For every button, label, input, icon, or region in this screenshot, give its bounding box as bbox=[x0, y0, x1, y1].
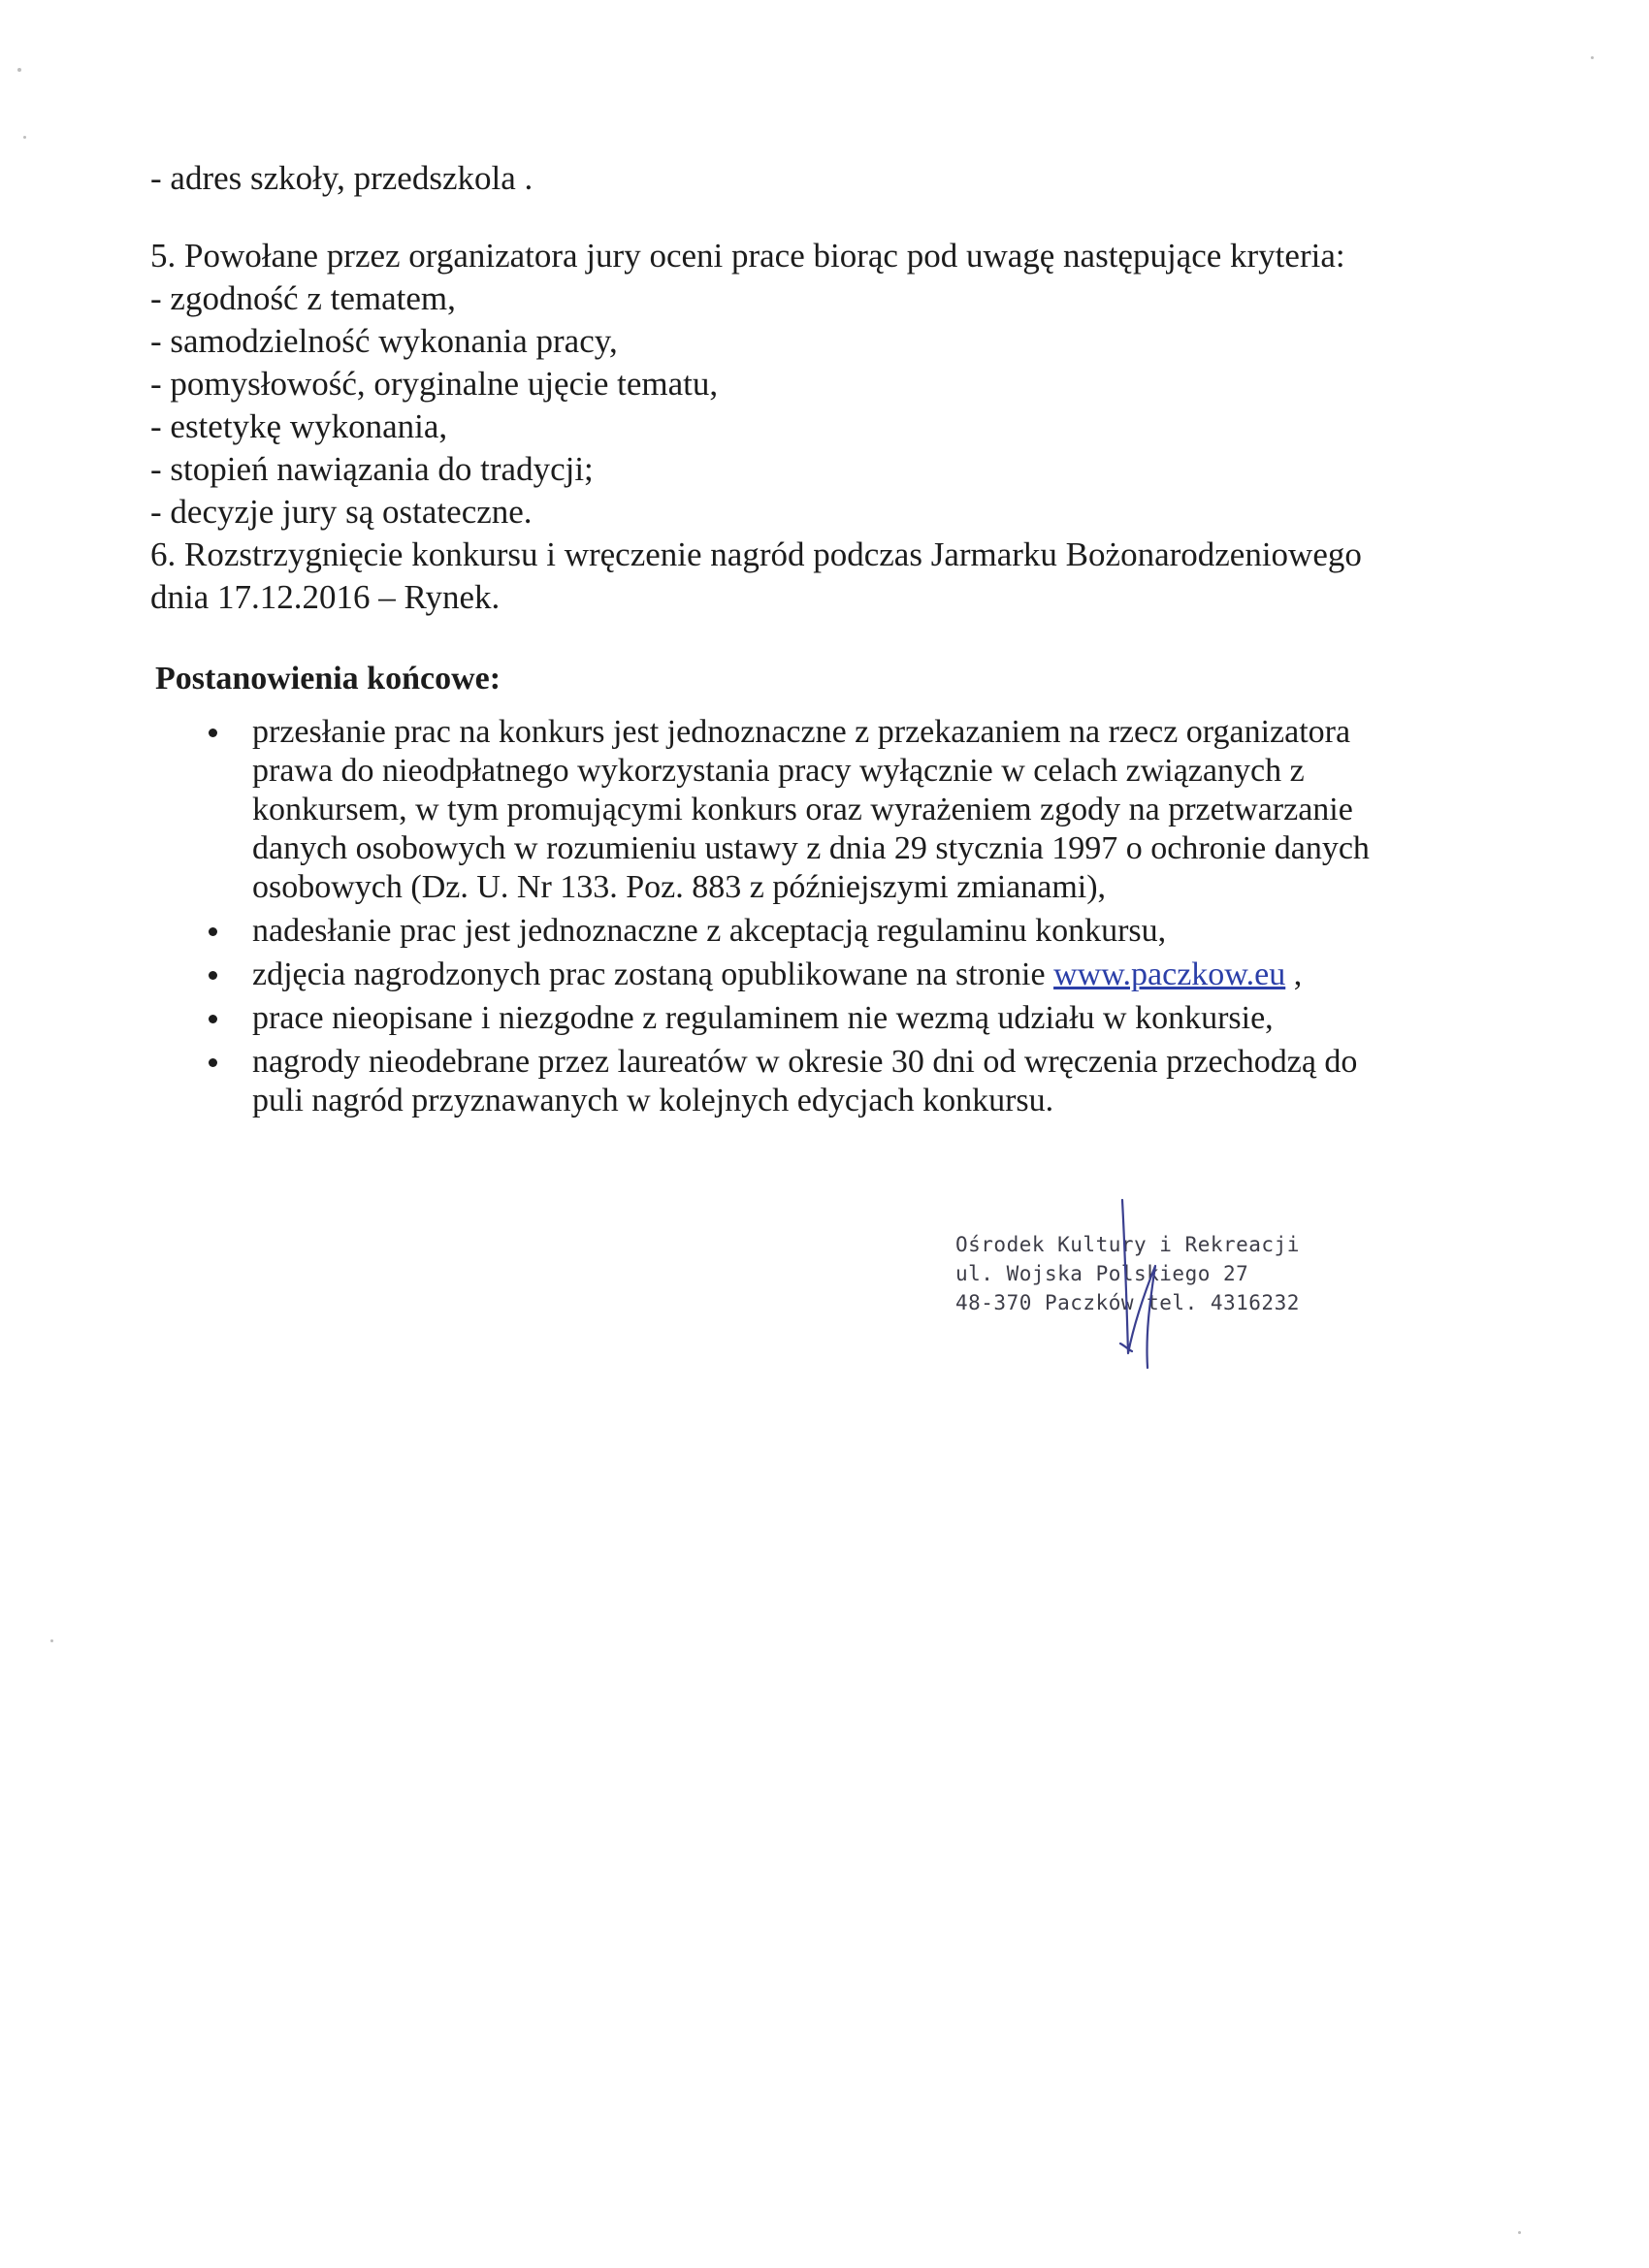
criterion-item: - pomysłowość, oryginalne ujęcie tematu, bbox=[150, 365, 719, 403]
bullet-icon bbox=[209, 729, 217, 737]
photos-publish-suffix: , bbox=[1285, 956, 1303, 992]
scan-speck bbox=[50, 1639, 53, 1642]
list-item-line bbox=[252, 956, 1489, 994]
website-link[interactable]: www.paczkow.eu bbox=[1053, 956, 1286, 992]
list-item-line: prace nieopisane i niezgodne z regulaminem nie wezmą udziału w konkursie, bbox=[252, 1000, 1274, 1036]
list-item bbox=[209, 1043, 1489, 1120]
photos-publish-text: zdjęcia nagrodzonych prac zostaną opublikowane na stronie bbox=[252, 956, 1054, 992]
scan-speck bbox=[23, 136, 26, 139]
stamp-name: Ośrodek Kultury i Rekreacji bbox=[955, 1233, 1300, 1256]
bullet-icon bbox=[209, 927, 217, 936]
list-item-line: konkursem, w tym promującymi konkurs oraz wyrażeniem zgody na przetwarzanie bbox=[252, 792, 1353, 827]
scan-speck bbox=[17, 68, 21, 72]
stamp-city-phone: 48-370 Paczków tel. 4316232 bbox=[955, 1291, 1300, 1314]
bullet-icon bbox=[209, 1058, 217, 1067]
school-address-item: - adres szkoły, przedszkola . bbox=[150, 159, 534, 197]
list-item bbox=[209, 956, 1489, 994]
criterion-item: - samodzielność wykonania pracy, bbox=[150, 322, 618, 360]
criteria-intro: 5. Powołane przez organizatora jury oceni prace biorąc pod uwagę następujące kryteria: bbox=[150, 237, 1345, 275]
list-item-line: osobowych (Dz. U. Nr 133. Poz. 883 z późniejszymi zmianami), bbox=[252, 869, 1107, 905]
list-item-line: puli nagród przyznawanych w kolejnych edycjach konkursu. bbox=[252, 1083, 1054, 1118]
criterion-item: - estetykę wykonania, bbox=[150, 407, 448, 445]
criterion-item: - decyzje jury są ostateczne. bbox=[150, 493, 533, 531]
list-item bbox=[209, 912, 1489, 951]
list-item-line: nadesłanie prac jest jednoznaczne z akceptacją regulaminu konkursu, bbox=[252, 913, 1167, 949]
final-provisions-heading: Postanowienia końcowe: bbox=[155, 661, 501, 697]
criterion-item: - stopień nawiązania do tradycji; bbox=[150, 450, 594, 488]
handwritten-signature bbox=[1111, 1198, 1179, 1373]
criterion-item: - zgodność z tematem, bbox=[150, 279, 456, 317]
stamp-street: ul. Wojska Polskiego 27 bbox=[955, 1262, 1249, 1285]
point-6-line-2: dnia 17.12.2016 – Rynek. bbox=[150, 578, 501, 616]
list-item-line: przesłanie prac na konkurs jest jednoznaczne z przekazaniem na rzecz organizatora bbox=[252, 714, 1351, 750]
list-item bbox=[209, 999, 1489, 1038]
list-item bbox=[209, 713, 1489, 907]
bullet-icon bbox=[209, 971, 217, 980]
list-item-line: danych osobowych w rozumieniu ustawy z dnia 29 stycznia 1997 o ochronie danych bbox=[252, 830, 1370, 866]
bullet-icon bbox=[209, 1015, 217, 1023]
scan-speck bbox=[1591, 56, 1594, 59]
final-provisions-list bbox=[209, 713, 1489, 1125]
list-item-line: nagrody nieodebrane przez laureatów w okresie 30 dni od wręczenia przechodzą do bbox=[252, 1044, 1358, 1080]
scan-speck bbox=[1518, 2231, 1521, 2234]
point-6-line-1: 6. Rozstrzygnięcie konkursu i wręczenie nagród podczas Jarmarku Bożonarodzeniowego bbox=[150, 535, 1362, 573]
list-item-line: prawa do nieodpłatnego wykorzystania pracy wyłącznie w celach związanych z bbox=[252, 753, 1305, 789]
